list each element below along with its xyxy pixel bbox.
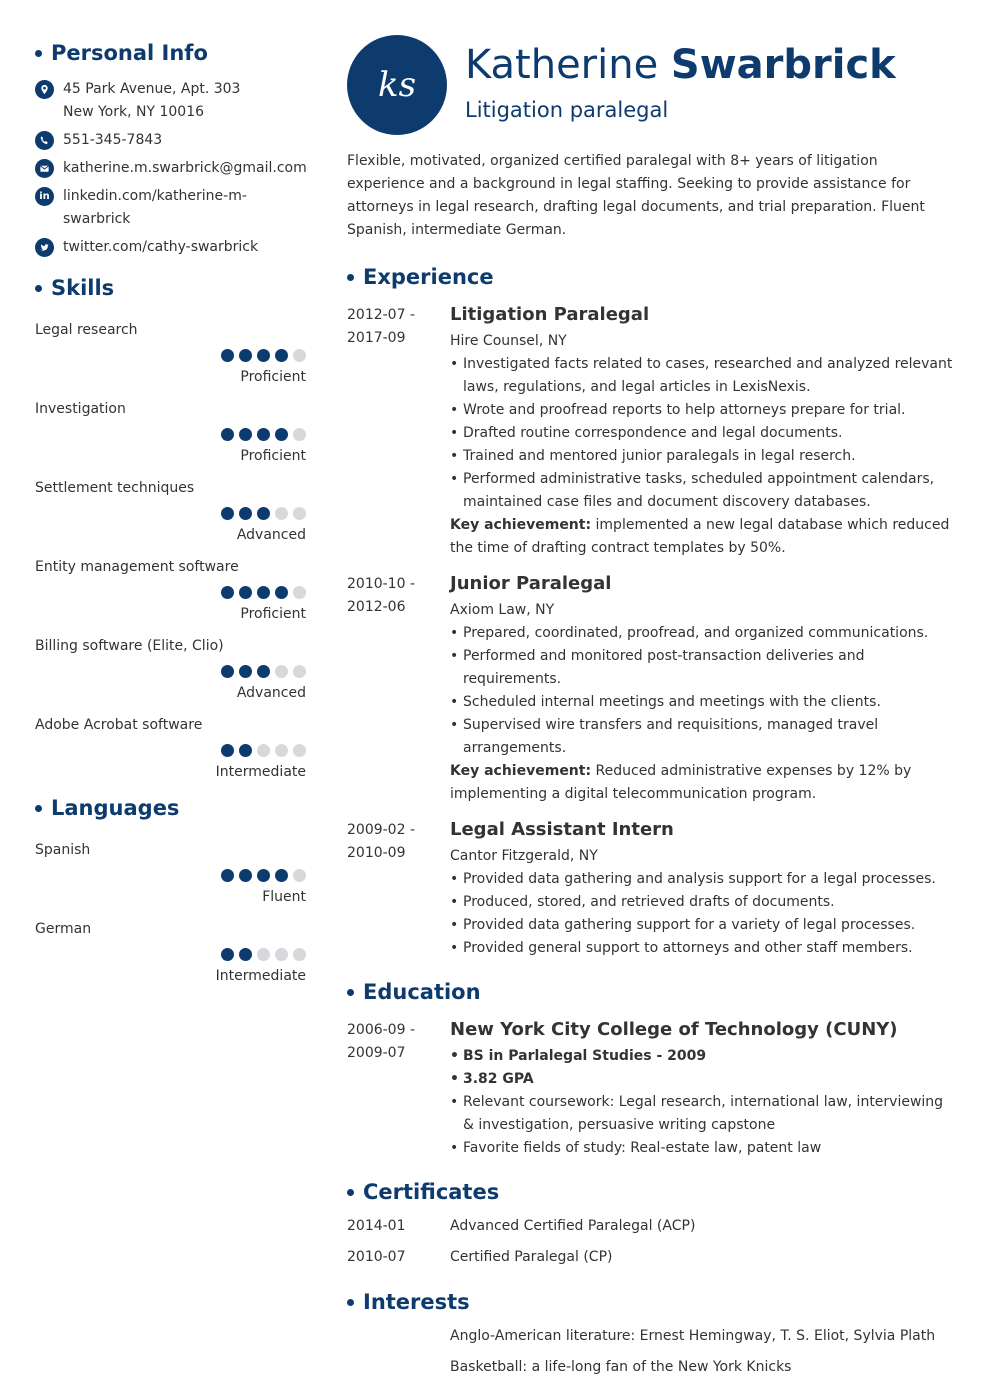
skill-item bbox=[35, 548, 306, 627]
interests-heading bbox=[347, 1287, 957, 1317]
heading-bullet bbox=[35, 50, 42, 57]
entry-body bbox=[450, 300, 957, 560]
language-name: German bbox=[35, 921, 92, 937]
contact-address bbox=[35, 78, 306, 124]
skill-name: Billing software (Elite, Clio) bbox=[35, 638, 224, 654]
certificates-section bbox=[347, 1177, 957, 1269]
list-item: • Investigated facts related to cases, researched and analyzed relevant laws, regulations, and legal articles in LexisNexis. bbox=[450, 353, 957, 399]
date-end: 2012-06 bbox=[347, 599, 406, 615]
rating-dot-filled bbox=[239, 586, 252, 599]
rating-dot-empty bbox=[293, 948, 306, 961]
skill-name: Settlement techniques bbox=[35, 480, 195, 496]
list-item: • Wrote and proofread reports to help attorneys prepare for trial. bbox=[450, 399, 957, 422]
contact-linkedin bbox=[35, 185, 306, 231]
rating-dot-filled bbox=[239, 948, 252, 961]
rating-dot-filled bbox=[239, 507, 252, 520]
resume-header bbox=[347, 35, 957, 145]
skill-item bbox=[35, 627, 306, 706]
rating-dot-filled bbox=[239, 744, 252, 757]
phone-number[interactable]: 551-345-7843 bbox=[63, 132, 163, 148]
rating-dot-filled bbox=[275, 349, 288, 362]
rating-dot-filled bbox=[275, 586, 288, 599]
entry-dates bbox=[347, 1015, 450, 1160]
certificate-date: 2014-01 bbox=[347, 1218, 406, 1234]
email-icon bbox=[35, 159, 54, 178]
list-item: • Drafted routine correspondence and legal documents. bbox=[450, 422, 957, 445]
skill-name: Adobe Acrobat software bbox=[35, 717, 203, 733]
experience-entry bbox=[347, 300, 957, 560]
certificate-date: 2010-07 bbox=[347, 1249, 406, 1265]
skill-item bbox=[35, 469, 306, 548]
heading-bullet bbox=[35, 285, 42, 292]
language-item bbox=[35, 831, 306, 910]
rating-dot-filled bbox=[239, 869, 252, 882]
entry-dates bbox=[347, 815, 450, 960]
gpa: • 3.82 GPA bbox=[450, 1068, 957, 1091]
rating-dot-filled bbox=[257, 349, 270, 362]
skill-rating bbox=[221, 507, 306, 520]
rating-dot-empty bbox=[293, 507, 306, 520]
experience-section bbox=[347, 262, 957, 960]
skill-item bbox=[35, 390, 306, 469]
position-title: Legal Assistant Intern bbox=[450, 819, 674, 840]
list-item: • Trained and mentored junior paralegals in legal reserch. bbox=[450, 445, 957, 468]
rating-dot-empty bbox=[275, 948, 288, 961]
rating-dot-filled bbox=[257, 869, 270, 882]
address-line-2: New York, NY 10016 bbox=[63, 104, 205, 120]
experience-title: Experience bbox=[363, 265, 494, 289]
company-name: Axiom Law, NY bbox=[450, 602, 555, 618]
rating-dot-empty bbox=[293, 586, 306, 599]
skill-rating bbox=[221, 428, 306, 441]
skill-name: Investigation bbox=[35, 401, 126, 417]
language-rating bbox=[221, 869, 306, 882]
heading-bullet bbox=[347, 1299, 354, 1306]
entry-body bbox=[450, 569, 957, 806]
location-icon bbox=[35, 80, 54, 99]
skill-rating bbox=[221, 586, 306, 599]
languages-list bbox=[35, 831, 306, 989]
skill-level: Proficient bbox=[240, 448, 306, 464]
languages-heading bbox=[35, 793, 306, 823]
interest-item bbox=[347, 1325, 957, 1348]
skill-level: Advanced bbox=[236, 685, 306, 701]
rating-dot-empty bbox=[293, 665, 306, 678]
rating-dot-empty bbox=[293, 428, 306, 441]
education-details bbox=[450, 1045, 957, 1160]
education-section bbox=[347, 977, 957, 1160]
certificate-name: Advanced Certified Paralegal (ACP) bbox=[450, 1218, 696, 1234]
rating-dot-filled bbox=[239, 665, 252, 678]
key-achievement bbox=[450, 514, 957, 560]
sidebar bbox=[35, 38, 306, 989]
list-item: • Provided data gathering and analysis support for a legal processes. bbox=[450, 868, 957, 891]
rating-dot-empty bbox=[257, 744, 270, 757]
language-name: Spanish bbox=[35, 842, 91, 858]
rating-dot-empty bbox=[275, 665, 288, 678]
experience-heading bbox=[347, 262, 957, 292]
rating-dot-filled bbox=[257, 586, 270, 599]
certificate-name: Certified Paralegal (CP) bbox=[450, 1249, 613, 1265]
rating-dot-empty bbox=[275, 744, 288, 757]
email-address[interactable]: katherine.m.swarbrick@gmail.com bbox=[63, 160, 307, 176]
rating-dot-filled bbox=[257, 507, 270, 520]
twitter-icon bbox=[35, 238, 54, 257]
achievement-label: Key achievement: bbox=[450, 517, 592, 533]
rating-dot-filled bbox=[275, 428, 288, 441]
main-content bbox=[347, 35, 957, 1379]
coursework: • Relevant coursework: Legal research, international law, interviewing & investigation, persuasive writing capstone bbox=[450, 1091, 957, 1137]
rating-dot-filled bbox=[275, 869, 288, 882]
list-item: • Prepared, coordinated, proofread, and organized communications. bbox=[450, 622, 957, 645]
experience-entry bbox=[347, 569, 957, 806]
date-end: 2017-09 bbox=[347, 330, 406, 346]
address-line-1: 45 Park Avenue, Apt. 303 bbox=[63, 81, 241, 97]
rating-dot-empty bbox=[293, 869, 306, 882]
entry-body bbox=[450, 815, 957, 960]
list-item: • Produced, stored, and retrieved drafts of documents. bbox=[450, 891, 957, 914]
date-end: 2010-09 bbox=[347, 845, 406, 861]
skills-heading bbox=[35, 273, 306, 303]
rating-dot-filled bbox=[221, 349, 234, 362]
rating-dot-filled bbox=[221, 744, 234, 757]
skill-level: Intermediate bbox=[215, 764, 306, 780]
interest-text: Anglo-American literature: Ernest Hemingway, T. S. Eliot, Sylvia Plath bbox=[450, 1328, 936, 1344]
phone-icon bbox=[35, 131, 54, 150]
skills-list bbox=[35, 311, 306, 785]
date-start: 2012-07 - bbox=[347, 307, 415, 323]
rating-dot-filled bbox=[221, 948, 234, 961]
rating-dot-filled bbox=[239, 349, 252, 362]
list-item: • Scheduled internal meetings and meetings with the clients. bbox=[450, 691, 957, 714]
education-title: Education bbox=[363, 980, 481, 1004]
rating-dot-filled bbox=[257, 428, 270, 441]
rating-dot-filled bbox=[257, 665, 270, 678]
date-end: 2009-07 bbox=[347, 1045, 406, 1061]
linkedin-link[interactable]: linkedin.com/katherine-m-swarbrick bbox=[63, 188, 247, 227]
rating-dot-empty bbox=[257, 948, 270, 961]
skills-title: Skills bbox=[51, 276, 115, 300]
skill-rating bbox=[221, 744, 306, 757]
favorite-fields: • Favorite fields of study: Real-estate law, patent law bbox=[450, 1137, 957, 1160]
education-entry bbox=[347, 1015, 957, 1160]
heading-bullet bbox=[35, 805, 42, 812]
rating-dot-filled bbox=[221, 665, 234, 678]
heading-bullet bbox=[347, 274, 354, 281]
contact-email bbox=[35, 157, 306, 180]
skill-item bbox=[35, 311, 306, 390]
experience-entry bbox=[347, 815, 957, 960]
achievement-text: Reduced administrative expenses by 12% by implementing a digital telecommunication program. bbox=[450, 763, 912, 802]
rating-dot-filled bbox=[221, 869, 234, 882]
job-title: Litigation paralegal bbox=[465, 98, 669, 122]
interests-section bbox=[347, 1287, 957, 1379]
linkedin-icon: in bbox=[35, 187, 54, 206]
list-item: • Performed and monitored post-transaction deliveries and requirements. bbox=[450, 645, 957, 691]
date-start: 2010-10 - bbox=[347, 576, 415, 592]
achievement-text: implemented a new legal database which reduced the time of drafting contract templates by 50%. bbox=[450, 517, 950, 556]
personal-info-heading bbox=[35, 38, 306, 68]
key-achievement bbox=[450, 760, 957, 806]
date-start: 2006-09 - bbox=[347, 1022, 415, 1038]
contact-twitter bbox=[35, 236, 306, 259]
spacer bbox=[347, 1325, 450, 1348]
certificate-item bbox=[347, 1246, 957, 1269]
candidate-name bbox=[465, 39, 896, 91]
list-item: • Performed administrative tasks, scheduled appointment calendars, maintained case files and document discovery databases. bbox=[450, 468, 957, 514]
heading-bullet bbox=[347, 989, 354, 996]
skill-level: Proficient bbox=[240, 606, 306, 622]
position-title: Litigation Paralegal bbox=[450, 304, 650, 325]
contact-phone bbox=[35, 129, 306, 152]
list-item: • Supervised wire transfers and requisitions, managed travel arrangements. bbox=[450, 714, 957, 760]
company-name: Hire Counsel, NY bbox=[450, 333, 567, 349]
monogram-initials: ks bbox=[377, 65, 417, 105]
education-heading bbox=[347, 977, 957, 1007]
skill-level: Advanced bbox=[236, 527, 306, 543]
duties-list bbox=[450, 353, 957, 514]
certificates-title: Certificates bbox=[363, 1180, 500, 1204]
contact-list bbox=[35, 78, 306, 259]
first-name: Katherine bbox=[465, 42, 659, 88]
rating-dot-filled bbox=[221, 507, 234, 520]
interest-text: Basketball: a life-long fan of the New York Knicks bbox=[450, 1359, 792, 1375]
spacer bbox=[347, 1356, 450, 1379]
language-level: Fluent bbox=[262, 889, 306, 905]
rating-dot-filled bbox=[239, 428, 252, 441]
skill-name: Entity management software bbox=[35, 559, 239, 575]
list-item: • Provided data gathering support for a variety of legal processes. bbox=[450, 914, 957, 937]
languages-title: Languages bbox=[51, 796, 180, 820]
entry-dates bbox=[347, 300, 450, 560]
rating-dot-empty bbox=[275, 507, 288, 520]
position-title: Junior Paralegal bbox=[450, 573, 612, 594]
heading-bullet bbox=[347, 1189, 354, 1196]
skill-name: Legal research bbox=[35, 322, 138, 338]
date-start: 2009-02 - bbox=[347, 822, 415, 838]
school-name: New York City College of Technology (CUNY) bbox=[450, 1019, 898, 1040]
summary-text: Flexible, motivated, organized certified paralegal with 8+ years of litigation experience and a background in legal staffing. Seeking to provide assistance for attorneys in legal research, drafting legal documents, and trial preparation. Fluent Spanish, intermediate German. bbox=[347, 153, 925, 238]
rating-dot-filled bbox=[221, 586, 234, 599]
personal-info-title: Personal Info bbox=[51, 41, 208, 65]
entry-body bbox=[450, 1015, 957, 1160]
skill-rating bbox=[221, 349, 306, 362]
degree: • BS in Parlalegal Studies - 2009 bbox=[450, 1045, 957, 1068]
rating-dot-filled bbox=[221, 428, 234, 441]
certificate-item bbox=[347, 1215, 957, 1238]
twitter-link[interactable]: twitter.com/cathy-swarbrick bbox=[63, 239, 259, 255]
skill-level: Proficient bbox=[240, 369, 306, 385]
rating-dot-empty bbox=[293, 744, 306, 757]
interests-title: Interests bbox=[363, 1290, 470, 1314]
achievement-label: Key achievement: bbox=[450, 763, 592, 779]
monogram-avatar bbox=[347, 35, 447, 135]
language-rating bbox=[221, 948, 306, 961]
language-item bbox=[35, 910, 306, 989]
interest-item bbox=[347, 1356, 957, 1379]
certificates-heading bbox=[347, 1177, 957, 1207]
skill-item bbox=[35, 706, 306, 785]
rating-dot-empty bbox=[293, 349, 306, 362]
last-name: Swarbrick bbox=[670, 42, 896, 88]
duties-list bbox=[450, 622, 957, 760]
entry-dates bbox=[347, 569, 450, 806]
language-level: Intermediate bbox=[215, 968, 306, 984]
duties-list bbox=[450, 868, 957, 960]
company-name: Cantor Fitzgerald, NY bbox=[450, 848, 598, 864]
skill-rating bbox=[221, 665, 306, 678]
list-item: • Provided general support to attorneys and other staff members. bbox=[450, 937, 957, 960]
